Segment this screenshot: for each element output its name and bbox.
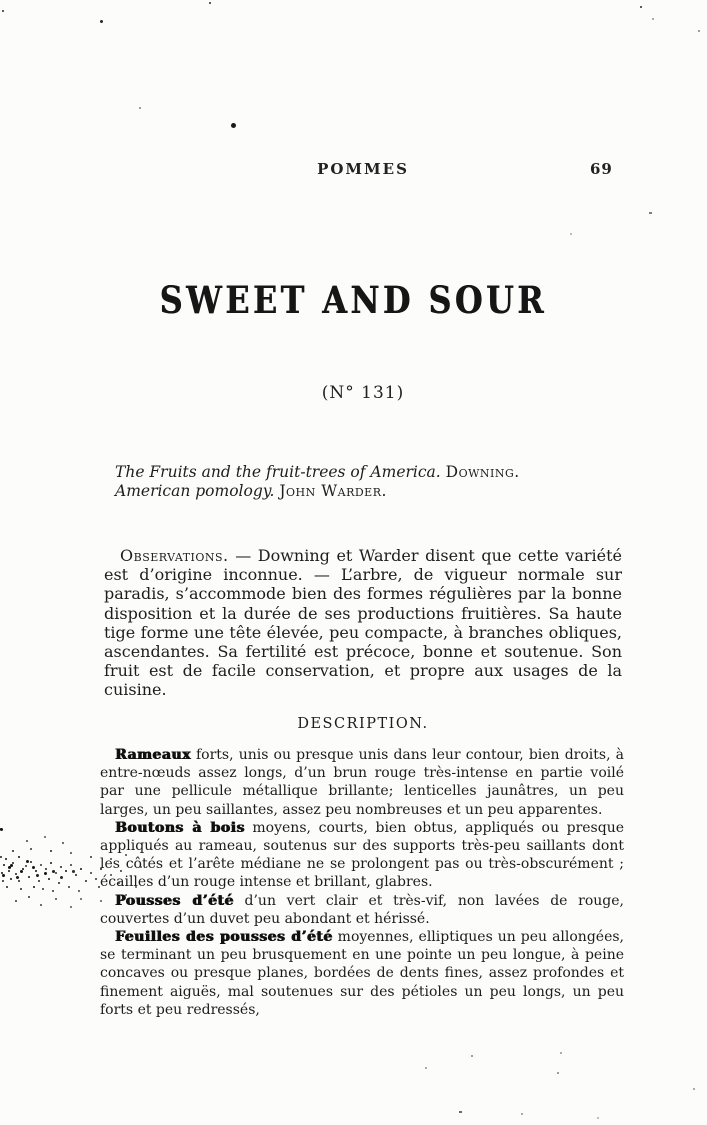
term-text: d’un vert clair et très-vif, non lavées de rouge, couvertes d’un duvet peu abondant et hérissé. bbox=[100, 892, 625, 927]
ink-speck bbox=[570, 233, 572, 235]
ink-speck bbox=[640, 6, 642, 8]
ink-speck bbox=[100, 20, 103, 23]
term-lead: Feuilles des pousses d’été bbox=[115, 929, 333, 946]
ink-speck bbox=[698, 30, 700, 32]
description-paragraph-pousses bbox=[100, 892, 624, 928]
term-text: moyennes, elliptiques un peu allongées, se terminant un peu brusquement en une pointe un peu longue, à peine concaves ou presque planes, bordées de dents fines, assez profondes et finement aiguës, mal soutenues sur des pétioles un peu longs, un peu forts et peu redressés, bbox=[100, 929, 624, 1018]
reference-author: Downing. bbox=[445, 463, 520, 481]
ink-speck bbox=[693, 1088, 695, 1090]
ink-speck bbox=[557, 1072, 559, 1074]
ink-speck bbox=[649, 212, 652, 214]
term-text: forts, unis ou presque unis dans leur contour, bien droits, à entre-nœuds assez longs, d’un brun rouge très-intense en partie voilé par une pellicule métallique brillante; lenticelles jaunâtres, un peu larges, un peu saillantes, assez peu nombreuses et un peu apparentes. bbox=[100, 747, 624, 818]
ink-speck bbox=[425, 1067, 427, 1069]
ink-speck bbox=[560, 1052, 562, 1054]
running-head-section-title: POMMES bbox=[317, 160, 409, 178]
observations-lead: Observations. bbox=[120, 546, 229, 565]
reference-item bbox=[115, 482, 605, 501]
reference-title: The Fruits and the fruit-trees of America. bbox=[115, 463, 441, 481]
observations-text: — Downing et Warder disent que cette variété est d’origine inconnue. — L’arbre, de vigueur normale sur paradis, s’accommode bien des formes régulières par la bonne disposition et la durée de ses productions fruitières. Sa haute tige forme une tête élevée, peu compacte, à branches obliques, ascendantes. Sa fertilité est précoce, bonne et soutenue. Son fruit est de facile conservation, et propre aux usages de la cuisine. bbox=[104, 546, 622, 700]
ink-speck bbox=[471, 1055, 473, 1057]
ink-speck bbox=[652, 18, 654, 20]
reference-author: John Warder. bbox=[279, 482, 387, 500]
ink-speck bbox=[2, 10, 4, 12]
term-lead: Boutons à bois bbox=[115, 819, 245, 836]
ink-speck bbox=[209, 2, 211, 4]
reference-item bbox=[115, 463, 605, 482]
ink-speck bbox=[459, 1111, 462, 1113]
observations-paragraph bbox=[104, 546, 622, 700]
page-number: 69 bbox=[590, 160, 613, 178]
description-paragraph-rameaux bbox=[100, 746, 624, 819]
reference-list bbox=[115, 463, 605, 501]
description-paragraph-boutons bbox=[100, 819, 624, 892]
term-lead: Rameaux bbox=[115, 747, 191, 763]
ink-dot-artifact bbox=[231, 123, 236, 128]
ink-smudge-artifact bbox=[0, 828, 2, 830]
ink-speck bbox=[521, 1113, 523, 1115]
variety-title-text: SWEET AND SOUR bbox=[159, 278, 548, 322]
variety-title bbox=[0, 278, 707, 322]
term-text: moyens, courts, bien obtus, appliqués ou presque appliqués au rameau, soutenus sur des supports très-peu saillants dont les côtés et l’arête médiane ne se prolongent pas ou très-obscurément ; écailles d’un rouge intense et brillant, glabres. bbox=[100, 819, 624, 891]
term-lead: Pousses d’été bbox=[115, 892, 234, 909]
ink-speck bbox=[597, 1117, 599, 1119]
description-body bbox=[100, 746, 624, 1019]
description-paragraph-feuilles bbox=[100, 928, 624, 1019]
reference-title: American pomology. bbox=[115, 482, 275, 500]
description-heading: DESCRIPTION. bbox=[297, 716, 429, 732]
ink-speck bbox=[139, 107, 141, 109]
variety-number: (N° 131) bbox=[321, 383, 405, 403]
